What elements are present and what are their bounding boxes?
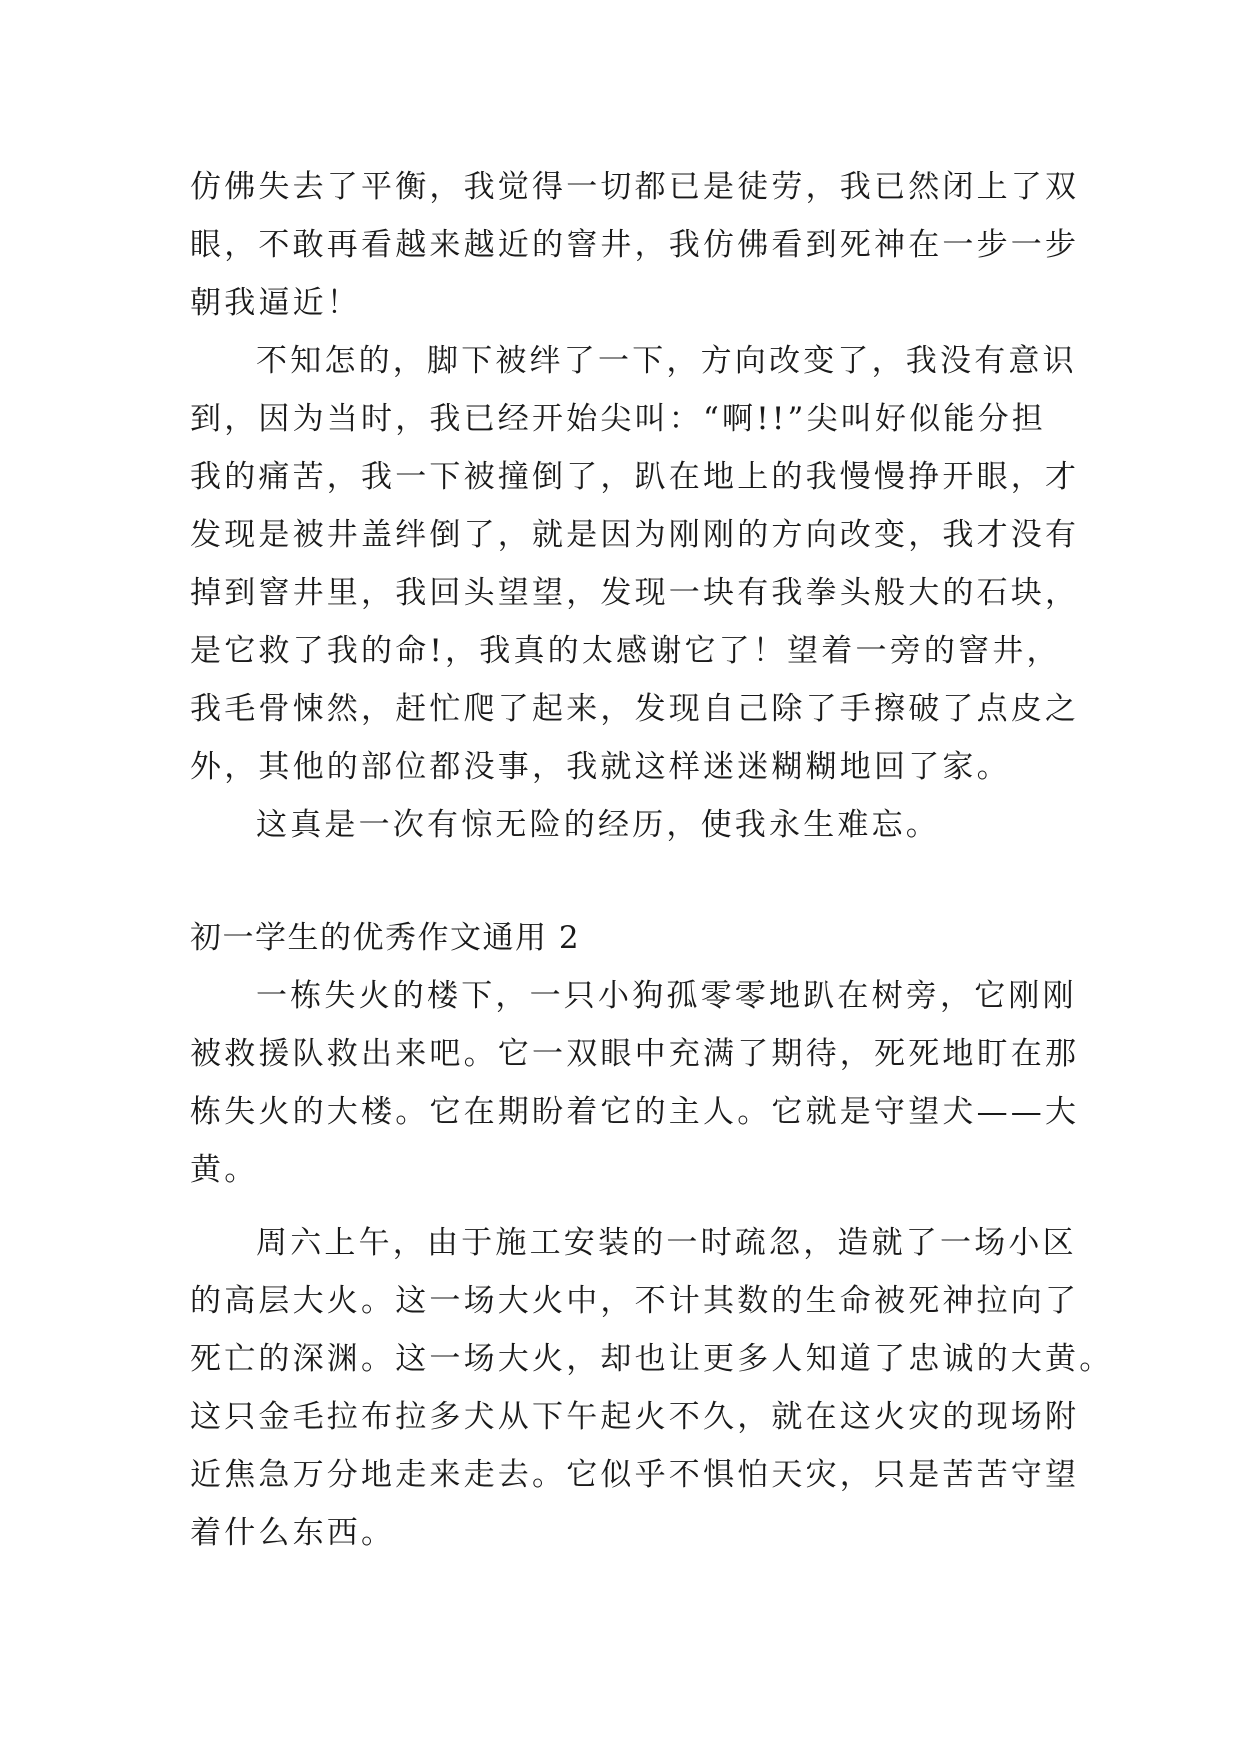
paragraph-line: 被救援队救出来吧。它一双眼中充满了期待，死死地盯在那 [190, 1036, 1080, 1072]
paragraph-line: 一栋失火的楼下，一只小狗孤零零地趴在树旁，它刚刚 [256, 978, 1077, 1014]
paragraph-line: 眼，不敢再看越来越近的窨井，我仿佛看到死神在一步一步 [190, 227, 1080, 263]
paragraph-line: 的高层大火。这一场大火中，不计其数的生命被死神拉向了 [190, 1283, 1080, 1319]
essay-title: 初一学生的优秀作文通用 2 [190, 920, 581, 956]
paragraph-line: 黄。 [190, 1152, 259, 1188]
paragraph-line: 我毛骨悚然，赶忙爬了起来，发现自己除了手擦破了点皮之 [190, 691, 1080, 727]
paragraph-line: 周六上午，由于施工安装的一时疏忽，造就了一场小区 [256, 1225, 1077, 1261]
paragraph-line: 掉到窨井里，我回头望望，发现一块有我拳头般大的石块， [190, 575, 1080, 611]
paragraph-line: 我的痛苦，我一下被撞倒了，趴在地上的我慢慢挣开眼，才 [190, 459, 1080, 495]
paragraph-line: 朝我逼近！ [190, 285, 361, 321]
paragraph-line: 发现是被井盖绊倒了，就是因为刚刚的方向改变，我才没有 [190, 517, 1080, 553]
paragraph-line: 着什么东西。 [190, 1515, 396, 1551]
paragraph-line: 近焦急万分地走来走去。它似乎不惧怕天灾，只是苦苦守望 [190, 1457, 1080, 1493]
paragraph-line: 不知怎的，脚下被绊了一下，方向改变了，我没有意识 [256, 343, 1077, 379]
paragraph-line: 栋失火的大楼。它在期盼着它的主人。它就是守望犬——大 [190, 1094, 1080, 1130]
paragraph-line: 这真是一次有惊无险的经历，使我永生难忘。 [256, 807, 940, 843]
paragraph-line: 仿佛失去了平衡，我觉得一切都已是徒劳，我已然闭上了双 [190, 169, 1080, 205]
paragraph-line: 死亡的深渊。这一场大火，却也让更多人知道了忠诚的大黄。 [190, 1341, 1114, 1377]
paragraph-line: 这只金毛拉布拉多犬从下午起火不久，就在这火灾的现场附 [190, 1399, 1080, 1435]
paragraph-line: 到，因为当时，我已经开始尖叫：“啊!!”尖叫好似能分担 [190, 401, 1047, 437]
paragraph-line: 是它救了我的命!，我真的太感谢它了！望着一旁的窨井， [190, 633, 1061, 669]
paragraph-line: 外，其他的部位都没事，我就这样迷迷糊糊地回了家。 [190, 749, 1011, 785]
